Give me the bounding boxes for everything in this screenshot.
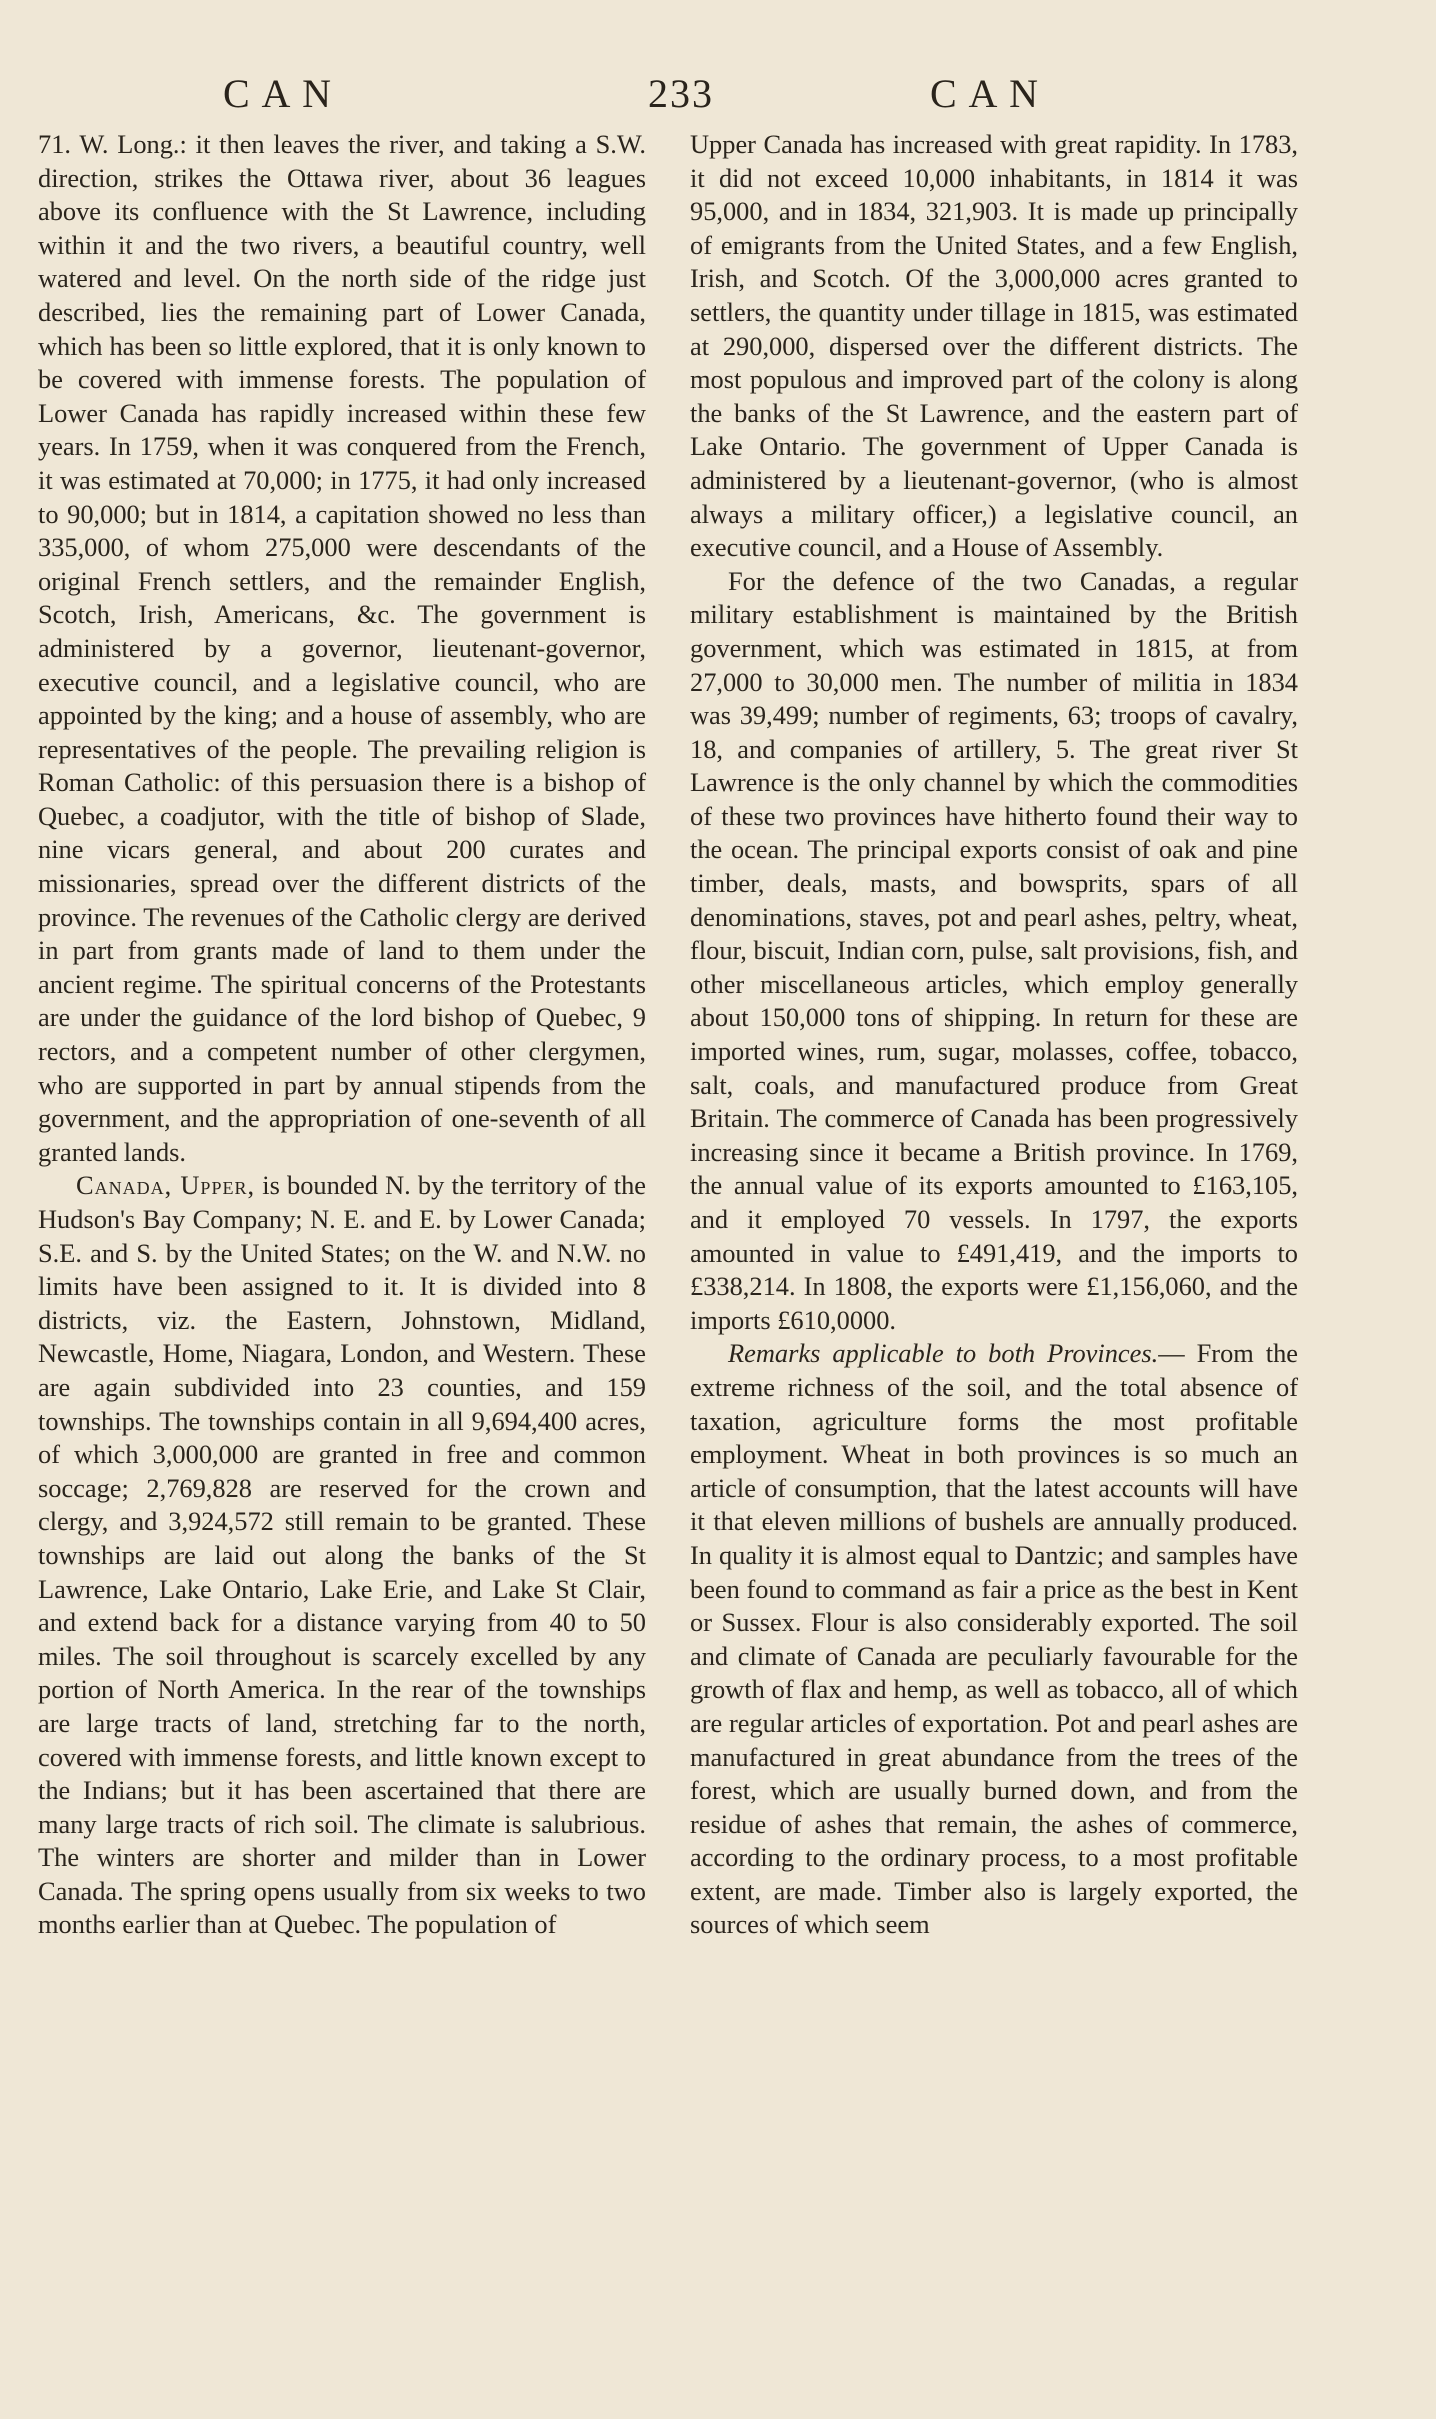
right-column	[690, 128, 1298, 1942]
paragraph-upper-canada-population: Upper Canada has increased with great rapidity. In 1783, it did not exceed 10,000 inhabitants, in 1814 it was 95,000, and in 1834, 321,903. It is made up principally of emigrants from the United States, and a few English, Irish, and Scotch. Of the 3,000,000 acres granted to settlers, the quantity under tillage in 1815, was estimated at 290,000, dispersed over the different districts. The most populous and improved part of the colony is along the banks of the St Lawrence, and the eastern part of Lake Ontario. The government of Upper Canada is administered by a lieutenant-governor, (who is almost always a military officer,) a legislative council, an executive council, and a House of Assembly.	[690, 129, 1298, 563]
paragraph-lower-canada: 71. W. Long.: it then leaves the river, and taking a S.W. direction, strikes the Ottawa river, about 36 leagues above its confluence with the St Lawrence, including within it and the two rivers, a beautiful country, well watered and level. On the north side of the ridge just described, lies the remaining part of Lower Canada, which has been so little explored, that it is only known to be covered with immense forests. The population of Lower Canada has rapidly increased within these few years. In 1759, when it was conquered from the French, it was estimated at 70,000; in 1775, it had only increased to 90,000; but in 1814, a capitation showed no less than 335,000, of whom 275,000 were descendants of the original French settlers, and the remainder English, Scotch, Irish, Americans, &c. The government is administered by a governor, lieutenant-governor, executive council, and a legislative council, who are appointed by the king; and a house of assembly, who are representatives of the people. The prevailing religion is Roman Catholic: of this persuasion there is a bishop of Quebec, a coadjutor, with the title of bishop of Slade, nine vicars general, and about 200 curates and missionaries, spread over the different districts of the province. The revenues of the Catholic clergy are derived in part from grants made of land to them under the ancient regime. The spiritual concerns of the Protestants are under the guidance of the lord bishop of Quebec, 9 rectors, and a competent number of other clergymen, who are supported in part by annual stipends from the government, and the appropriation of one-seventh of all granted lands.	[38, 129, 646, 1167]
page-number: 233	[648, 71, 714, 116]
entry-head-canada-upper: Canada, Upper,	[76, 1170, 256, 1201]
running-header	[0, 70, 1436, 120]
header-right-word: C A N	[930, 71, 1041, 116]
remarks-heading: Remarks applicable to both Provinces.	[728, 1338, 1159, 1369]
left-column	[38, 128, 646, 1942]
paragraph-defence-commerce: For the defence of the two Canadas, a regular military establishment is maintained by the British government, which was estimated in 1815, at from 27,000 to 30,000 men. The number of militia in 1834 was 39,499; number of regiments, 63; troops of cavalry, 18, and companies of artillery, 5. The great river St Lawrence is the only channel by which the commodities of these two provinces have hitherto found their way to the ocean. The principal exports consist of oak and pine timber, deals, masts, and bowsprits, spars of all denominations, staves, pot and pearl ashes, peltry, wheat, flour, biscuit, Indian corn, pulse, salt provisions, fish, and other miscellaneous articles, which employ generally about 150,000 tons of shipping. In return for these are imported wines, rum, sugar, molasses, coffee, tobacco, salt, coals, and manufactured produce from Great Britain. The commerce of Canada has been progressively increasing since it became a British province. In 1769, the annual value of its exports amounted to £163,105, and it employed 70 vessels. In 1797, the exports amounted in value to £491,419, and the imports to £338,214. In 1808, the exports were £1,156,060, and the imports £610,0000.	[690, 565, 1298, 1335]
paragraph-upper-canada	[38, 1169, 646, 1942]
entry-body-canada-upper: is bounded N. by the territory of the Hudson's Bay Company; N. E. and E. by Lower Canada; S.E. and S. by the United States; on the W. and N.W. no limits have been assigned to it. It is divided into 8 districts, viz. the Eastern, Johnstown, Midland, Newcastle, Home, Niagara, London, and Western. These are again subdivided into 23 counties, and 159 townships. The townships contain in all 9,694,400 acres, of which 3,000,000 are granted in free and common soccage; 2,769,828 are reserved for the crown and clergy, and 3,924,572 still remain to be granted. These townships are laid out along the banks of the St Lawrence, Lake Ontario, Lake Erie, and Lake St Clair, and extend back for a distance varying from 40 to 50 miles. The soil throughout is scarcely excelled by any portion of North America. In the rear of the townships are large tracts of land, stretching far to the north, covered with immense forests, and little known except to the Indians; but it has been ascertained that there are many large tracts of rich soil. The climate is salubrious. The winters are shorter and milder than in Lower Canada. The spring opens usually from six weeks to two months earlier than at Quebec. The population of	[38, 1170, 646, 1940]
header-left-word: C A N	[223, 71, 334, 116]
paragraph-remarks	[690, 1337, 1298, 1942]
remarks-body: — From the extreme richness of the soil, and the total absence of taxation, agriculture forms the most profitable employment. Wheat in both provinces is so much an article of consumption, that the latest accounts will have it that eleven millions of bushels are annually produced. In quality it is almost equal to Dantzic; and samples have been found to command as fair a price as the best in Kent or Sussex. Flour is also considerably exported. The soil and climate of Canada are peculiarly favourable for the growth of flax and hemp, as well as tobacco, all of which are regular articles of exportation. Pot and pearl ashes are manufactured in great abundance from the trees of the forest, which are usually burned down, and from the residue of ashes that remain, the ashes of commerce, according to the ordinary process, to a most profitable extent, are made. Timber also is largely exported, the sources of which seem	[690, 1338, 1298, 1940]
